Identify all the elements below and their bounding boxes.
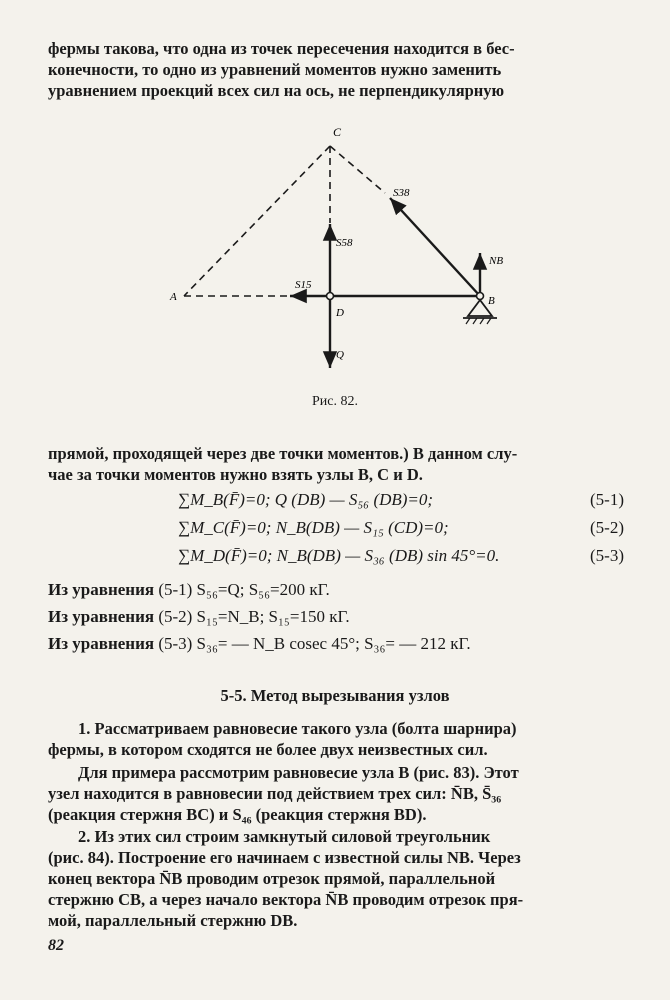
result-label: Из уравнения: [48, 607, 155, 626]
paragraph-2: [48, 762, 624, 825]
equation-text: ∑M_D(F̄)=0; N_B(DB) — S₃₆ (DB) sin 45°=0.: [178, 546, 500, 565]
label-s38: S38: [393, 187, 410, 199]
equation-number: (5-1): [590, 490, 624, 509]
text-line: (реакция стержня BC) и S₄₆ (реакция стержня BD).: [48, 805, 427, 824]
label-a: A: [170, 291, 177, 303]
figure-caption: Рис. 82.: [312, 394, 358, 409]
equation-text: ∑M_B(F̄)=0; Q (DB) — S₅₆ (DB)=0;: [178, 490, 434, 509]
equation-5-1: [178, 490, 624, 510]
text-line: уравнением проекций всех сил на ось, не перпендикулярную: [48, 81, 505, 100]
text-line: 2. Из этих сил строим замкнутый силовой треугольник: [78, 827, 491, 846]
result-text: (5-1) S₅₆=Q; S₅₆=200 кГ.: [158, 580, 330, 599]
label-b: B: [488, 295, 495, 307]
after-figure-paragraph: [48, 443, 624, 485]
text-line: узел находится в равновесии под действием трех сил: N̄B, S̄₃₆: [48, 784, 502, 803]
text-line: Для примера рассмотрим равновесие узла B (рис. 83). Этот: [78, 763, 519, 782]
label-q: Q: [336, 349, 344, 361]
text-line: конечности, то одно из уравнений моментов нужно заменить: [48, 60, 502, 79]
intro-paragraph: [48, 38, 624, 101]
equation-number: (5-3): [590, 546, 624, 565]
text-line: стержню CB, а через начало вектора N̄B проводим отрезок пря-: [48, 890, 524, 909]
truss-figure: [0, 118, 670, 378]
text-line: конец вектора N̄B проводим отрезок прямой, параллельной: [48, 869, 496, 888]
text-line: прямой, проходящей через две точки моментов.) В данном слу-: [48, 444, 518, 463]
label-d: D: [336, 307, 344, 319]
label-s58: S58: [336, 237, 353, 249]
text-line: фермы такова, что одна из точек пересечения находится в бес-: [48, 39, 515, 58]
equation-text: ∑M_C(F̄)=0; N_B(DB) — S₁₅ (CD)=0;: [178, 518, 449, 537]
page-number: 82: [48, 937, 64, 954]
result-line: [48, 580, 638, 600]
result-line: [48, 607, 638, 627]
equation-5-3: [178, 546, 624, 566]
text-line: 1. Рассматриваем равновесие такого узла (болта шарнира): [78, 719, 517, 738]
label-c: C: [333, 125, 342, 139]
joint-d: [327, 293, 334, 300]
label-s15: S15: [295, 279, 312, 291]
text-line: мой, параллельный стержню DB.: [48, 911, 298, 930]
dashed-line-cb: [330, 146, 385, 193]
text-line: фермы, в котором сходятся не более двух неизвестных сил.: [48, 740, 488, 759]
result-line: [48, 634, 638, 654]
dashed-line-ca: [184, 146, 330, 296]
section-title: 5-5. Метод вырезывания узлов: [220, 686, 450, 705]
equation-number: (5-2): [590, 518, 624, 537]
text-line: чае за точки моментов нужно взять узлы B, C и D.: [48, 465, 423, 484]
paragraph-3: [48, 826, 624, 931]
member-bc: [390, 198, 480, 296]
result-text: (5-2) S₁₅=N_B; S₁₅=150 кГ.: [158, 607, 350, 626]
result-label: Из уравнения: [48, 580, 155, 599]
text-line: (рис. 84). Построение его начинаем с известной силы NB. Через: [48, 848, 521, 867]
paragraph-1: [48, 718, 624, 760]
result-label: Из уравнения: [48, 634, 155, 653]
label-nb: NB: [489, 255, 504, 267]
result-text: (5-3) S₃₆= — N_B cosec 45°; S₃₆= — 212 кГ.: [158, 634, 471, 653]
equation-5-2: [178, 518, 624, 538]
joint-b: [477, 293, 484, 300]
